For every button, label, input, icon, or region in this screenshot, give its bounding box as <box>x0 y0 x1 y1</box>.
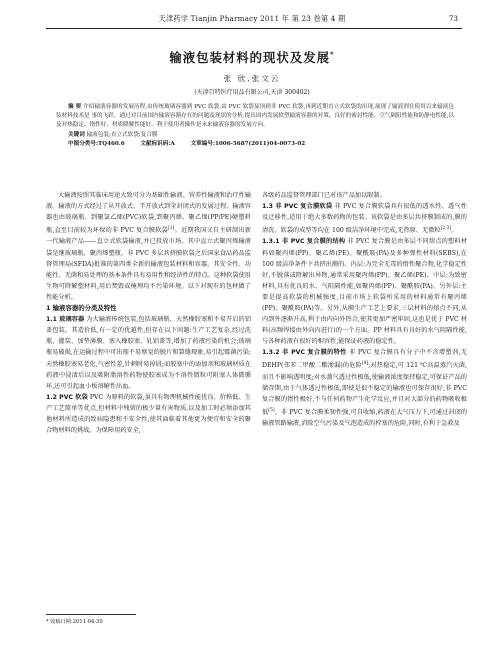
header-rule <box>46 28 462 29</box>
received-date-footnote: * 收稿日期:2011-04-30 <box>46 619 103 625</box>
article-no-label: 文章编号: <box>190 140 216 147</box>
keywords-label: 关键词 <box>68 131 85 138</box>
doc-code-group <box>140 141 174 147</box>
article-title <box>0 48 504 66</box>
section-1-2-text: PVC 为原料的软袋,虽具有物理机械性能优良、价格低、生产工艺简单等优点,但材料中残留的极少量有害物质,以及加工时必须添加其他材料所造成的致病隐患和不安全性,使其面临着其他更为便宜和安全的聚合物材料的挑战。为保障用药安全, <box>46 393 252 435</box>
title-mark: * <box>330 49 335 59</box>
section-1-3-2-ref-b: [5] <box>268 407 275 413</box>
section-1-1-text: 为大输液传统包装,包括玻璃瓶、天然橡胶塞和不易开启的铝盖包装。其造价低,有一定的优越性,但存在以下问题:生产工艺复杂,经过洗瓶、灌装、加垫薄膜、塞入橡胶塞、轧铝盖等,增加了药液污染的机会;玻璃瓶易破损,在运输过程中可出现不易察觉的脱片和裂缝现象,易引起霉菌污染;天然橡胶塞易老化,气密性差,针刺时易掉屑;而胶塞中的添加剂和玻璃材质在药液中浸渍后以及吸附脂溶性药物使胶塞成为不溶性微粒可阻塞人体微循环,还可引起血小板溶解性出血。 <box>46 316 252 390</box>
section-1-3-2-ref-a: [4] <box>361 361 369 367</box>
section-1-3-1-heading: 1.3.1 非 PVC 复合膜的结构 <box>262 238 346 246</box>
continued-paragraph: 各级药品监督管理部门已对该产品加以限制。 <box>262 192 386 199</box>
section-1-1-heading: 1.1 玻璃容器 <box>46 316 85 324</box>
doc-code-label: 文献标识码: <box>140 140 171 147</box>
running-header <box>0 14 504 28</box>
clc-label: 中图分类号: <box>68 140 99 147</box>
article-no-group <box>191 141 306 147</box>
doc-code-value: A <box>170 140 175 147</box>
clc-group <box>68 141 125 147</box>
journal-line: 天津药学 Tianjin Pharmacy 2011 年 第 23 卷第 4 期 <box>158 14 346 23</box>
right-column: 各级药品监督管理部门已对该产品加以限制。 1.3 非 PVC 复合膜软袋 非 PVC 复合膜软袋具有很低的透水性、透气性及迁移性,适用于绝大多数药物的包装。该软袋是由多层共挤膜制成的,膜的清洗、软袋的成型等均在 100 级洁净环境中完成,无热原、无微粒[2,3]。 1.3.1 非 PVC 复合膜的结构 非 PVC 复合膜是由多层不同熔点的塑料材料如聚丙烯(PP)、聚乙烯(PE)、聚酰胺(PA)及多种弹性材料(SEBS),在 100 级洁净条件下共挤出膜的。内层:为完全无毒的惰性聚合物,化学稳定性好,不脱落或降解出异物,通常采用聚丙烯(PP)、聚乙烯(PE)。中层:为致密材料,具有优良的水、气阻隔性能,如聚丙烯(PP)、聚酰胺(PA)。另外层:主要是提高软袋的机械强度,目前市场上软袋所采用的材料通常有聚丙烯(PP)、聚酰胺(PA)等。另外,从膜生产工艺上要求,三层材料的熔点不同,从内到外逐渐升高,利于由内向外热合,使其更加严密牢固,这也是优于 PVC 材料(高频焊接由外向内进行)的一个方面。PP 材料具有良好的水气阻隔性能,与各种药液有很好的相容性,能保证药液的稳定性。 1.3.2 非 PVC 复合膜的特性 非 PVC 复合膜具有分子中不含增塑剂,无 DEHP(邻苯二甲酸二酯渗漏)的危险[4];对热稳定,可 121 ℃高温蒸汽灭菌,而且不影响透明度;对水蒸气透过性极低,使输液浓度保持稳定,可保证产品的储存期,由于气体透过性极低,即使是很不稳定的输液也可保存很好,非 PVC 复合膜的惰性极好,不与任何药物产生化学反应,并且对大部分的药物吸收极低[5]。非 PVC 复合膜柔韧性强,可自收缩,药液在大气压力下,可通过封闭的输液管路输液,消除空气污染及气泡造成的栓塞的危险,同时,有利于急救及 <box>262 192 468 428</box>
authors: 张 欣,张文云 <box>223 74 281 83</box>
section-1-3-2-heading: 1.3.2 非 PVC 复合膜的特性 <box>262 349 347 357</box>
section-1-3-2-text-c: 。非 PVC 复合膜柔韧性强,可自收缩,药液在大气压力下,可通过封闭的输液管路输液,消除空气污染及气泡造成的栓塞的危险,同时,有利于急救及 <box>262 408 468 428</box>
section-1-2-heading: 1.2 PVC 软袋 <box>46 393 88 401</box>
title-text: 输液包装材料的现状及发展 <box>169 50 330 65</box>
section-1-3-1-text: 非 PVC 复合膜是由多层不同熔点的塑料材料如聚丙烯(PP)、聚乙烯(PE)、聚酰胺(PA)及多种弹性材料(SEBS),在 100 级洁净条件下共挤出膜的。内层:为完全无毒的惰性聚合物,化学稳定性好,不脱落或降解出异物,通常采用聚丙烯(PP)、聚乙烯(PE)。中层:为致密材料,具有优良的水、气阻隔性能,如聚丙烯(PP)、聚酰胺(PA)。另外层:主要是提高软袋的机械强度,目前市场上软袋所采用的材料通常有聚丙烯(PP)、聚酰胺(PA)等。另外,从膜生产工艺上要求,三层材料的熔点不同,从内到外逐渐升高,利于由内向外热合,使其更加严密牢固,这也是优于 PVC 材料(高频焊接由外向内进行)的一个方面。PP 材料具有良好的水气阻隔性能,与各种药液有很好的相容性,能保证药液的稳定性。 <box>262 238 468 346</box>
intro-paragraph <box>46 190 251 303</box>
footnote-rule <box>46 614 136 615</box>
affiliation: (天津百特医疗用品有限公司,天津 300402) <box>194 89 310 96</box>
abstract-text: 介绍输液容器的发展历程,由传统玻璃容器到 PVC 软袋,由 PVC 软袋及顶到非 PVC 软袋,再到近期直立式软袋的出现,展现了输液剂在使用以来输液包装材料技术是 事的飞跃。通过对目前国内输液容器存在的问题及现状的分析,提出国内发展软塑输液容器的对策。良好的密封性能、空气隔阻性能和防静电性能,以及对热稳定、惰性好、材质降解性能好、利于使用者操作是未来输液容器的发展方向。 <box>56 104 455 129</box>
intro-tail: 。近期我国又自主研制出新一代输液产品——直立式软袋输液,并已投放市场。其中直立式聚丙烯输液袋是继玻璃瓶、聚丙烯塑瓶、非 PVC 多层共挤膜软袋之后国家食品药品监督管理局(SFDA)批准的第四类全新的输液包装材料和容器。其安全性、功能性、无菌和易处理的基本条件具有易用性和经济性的特点。这种软袋使用生物可降解塑材料,用后焚毁或掩埋均不污染环境。以下对现有的包材做了性能分析。 <box>46 227 252 301</box>
keywords-text: 输液包装;直立式软袋;复合膜 <box>86 131 158 138</box>
section-1-heading: 1 输液容器的分类及特性 <box>46 304 117 312</box>
abstract-paragraph <box>56 103 454 131</box>
abstract-block <box>56 103 454 149</box>
section-1-3-heading: 1.3 非 PVC 复合膜软袋 <box>262 203 333 211</box>
intro-text: 大输液按照其临床用途大致可分为基础性输液、营养性输液和治疗性输液。输液的方式经过了从开放式、半开放式到全封闭式的发展过程。输液容器也由玻璃瓶、到聚氯乙烯(PVC)软袋,到聚丙烯、聚乙烯(PP/PE)硬塑料瓶,直至目前较为环保的非 PVC 复合膜软袋 <box>46 192 251 235</box>
keywords-line <box>56 131 454 140</box>
intro-ref: [1] <box>168 226 175 232</box>
section-1-3-text: 非 PVC 复合膜软袋具有很低的透水性、透气性及迁移性,适用于绝大多数药物的包装。该软袋是由多层共挤膜制成的,膜的清洗、软袋的成型等均在 100 级洁净环境中完成,无热原、无微粒 <box>262 203 467 235</box>
article-no-value: 1006-5687(2011)04-0073-02 <box>215 140 306 147</box>
left-column <box>46 190 251 436</box>
section-1-3-2-text-a: 非 PVC 复合膜具有分子中不含增塑剂,无 DEHP(邻苯二甲酸二酯渗漏)的危险 <box>262 349 468 370</box>
clc-value: TQ460.6 <box>98 140 125 147</box>
abstract-label: 摘 要 <box>68 104 82 110</box>
page-number: 73 <box>448 14 458 23</box>
section-1-3-ref: [2,3] <box>440 226 452 232</box>
classification-line <box>56 140 454 149</box>
section-1-3-2-text-b: ;对热稳定,可 121 ℃高温蒸汽灭菌,而且不影响透明度;对水蒸气透过性极低,使输液浓度保持稳定,可保证产品的储存期,由于气体透过性极低,即使是很不稳定的输液也可保存很好,非 PVC 复合膜的惰性极好,不与任何药物产生化学反应,并且对大部分的药物吸收极低 <box>262 362 467 416</box>
